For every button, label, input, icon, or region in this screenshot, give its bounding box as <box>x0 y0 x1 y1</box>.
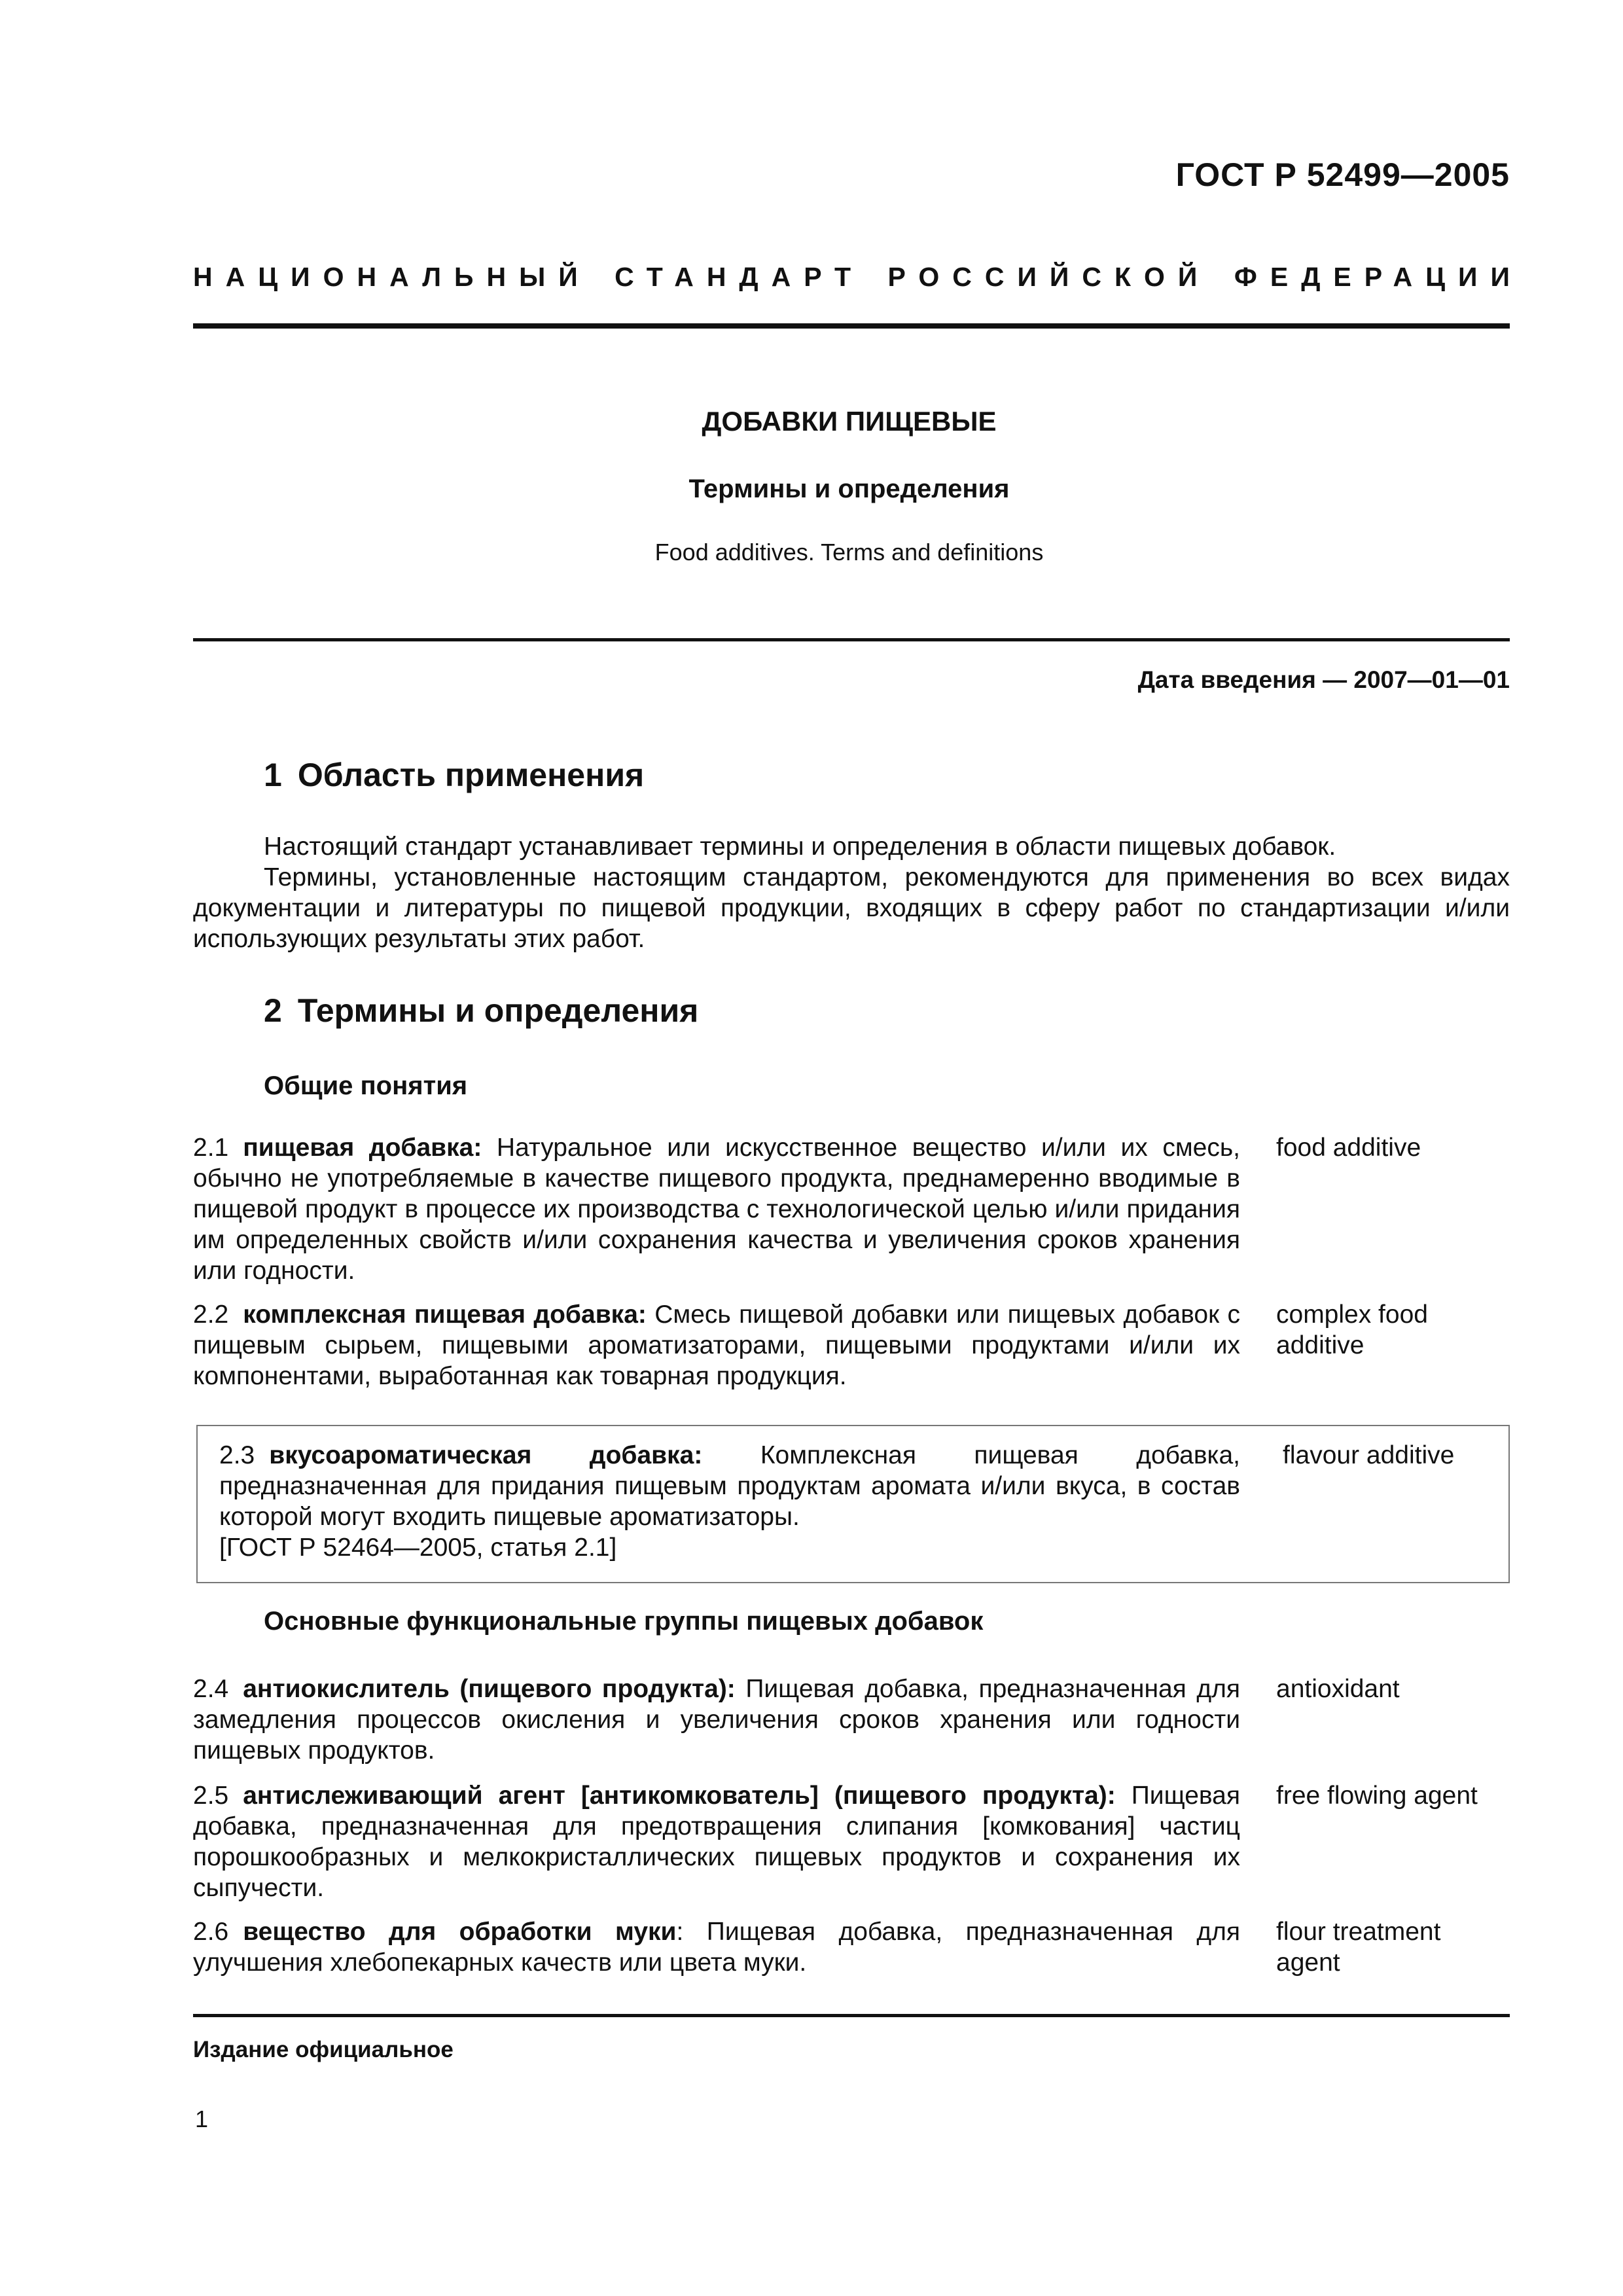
term-number: 2.3 <box>219 1441 255 1469</box>
introduction-date: Дата введения — 2007—01—01 <box>1137 666 1510 693</box>
page-number: 1 <box>195 2106 209 2132</box>
official-edition-label: Издание официальное <box>193 2037 454 2062</box>
term-name: антислеживающий агент [антикомкователь] (пищевого продукта): <box>243 1782 1116 1810</box>
national-standard-word: РОССИЙСКОЙ <box>887 262 1211 292</box>
term-english: antioxidant <box>1276 1675 1400 1703</box>
national-standard-word: НАЦИОНАЛЬНЫЙ <box>193 262 591 292</box>
footer-divider <box>193 2014 1510 2017</box>
section-heading <box>264 992 698 1030</box>
term-definition-text: Комплексная пищевая добавка, предназначенная для придания пищевым продуктам аромата и/или вкуса, в состав которой могут входить пищевые ароматизаторы. <box>219 1441 1240 1531</box>
term-definition-text: Смесь пищевой добавки или пищевых добавок с пищевым сырьем, пищевыми ароматизаторами, пищевыми продуктами и/или их компонентами, выработанная как товарная продукция. <box>193 1300 1241 1390</box>
term-name: вещество для обработки муки <box>243 1918 677 1946</box>
term-english: flour treatment agent <box>1276 1918 1441 1977</box>
term-english: flavour additive <box>1283 1441 1455 1469</box>
term-number: 2.5 <box>193 1782 229 1810</box>
term-definition <box>219 1440 1240 1563</box>
term-name: пищевая добавка: <box>243 1134 482 1162</box>
term-definition <box>193 1674 1240 1766</box>
term-definition <box>193 1780 1240 1903</box>
national-standard-heading <box>193 262 1523 293</box>
national-standard-word: СТАНДАРТ <box>615 262 865 292</box>
term-number: 2.1 <box>193 1134 229 1162</box>
header-divider <box>193 323 1510 329</box>
term-definition-text: Натуральное или искусственное вещество и/или их смесь, обычно не употребляемые в качестве пищевого продукта, преднамеренно вводимые в пищевой продукт в процессе их производства с технологической целью и/или придания им определенных свойств и/или сохранения качества и увеличения сроков хранения или годности. <box>193 1134 1240 1285</box>
scope-text-2: Термины, установленные настоящим стандартом, рекомендуются для применения во всех видах документации и литературы по пищевой продукции, входящих в сферу работ по стандартизации и/или использующих результаты этих работ. <box>193 863 1510 953</box>
term-reference: [ГОСТ Р 52464—2005, статья 2.1] <box>219 1534 617 1562</box>
scope-paragraph <box>193 831 1510 862</box>
title-divider <box>193 638 1510 641</box>
section-number: 1 <box>264 757 282 793</box>
term-definition <box>193 1299 1240 1391</box>
subsection-heading: Общие понятия <box>264 1071 468 1100</box>
section-title: Термины и определения <box>297 992 699 1029</box>
term-name: комплексная пищевая добавка: <box>243 1300 647 1329</box>
term-english: free flowing agent <box>1276 1782 1478 1810</box>
section-number: 2 <box>264 992 282 1029</box>
document-subtitle: Термины и определения <box>688 475 1010 503</box>
document-title: ДОБАВКИ ПИЩЕВЫЕ <box>702 406 997 437</box>
subsection-heading: Основные функциональные группы пищевых добавок <box>264 1607 984 1636</box>
term-name: вкусоароматическая добавка: <box>269 1441 703 1469</box>
document-english-title: Food additives. Terms and definitions <box>654 539 1044 565</box>
term-number: 2.4 <box>193 1675 229 1703</box>
section-title: Область применения <box>297 757 645 793</box>
term-number: 2.6 <box>193 1918 229 1946</box>
term-definition-text: : Пищевая добавка, предназначенная для улучшения хлебопекарных качеств или цвета муки. <box>193 1918 1240 1977</box>
term-name: антиокислитель (пищевого продукта): <box>243 1675 736 1703</box>
term-english: food additive <box>1276 1134 1421 1162</box>
scope-paragraph <box>193 862 1510 954</box>
gost-number: ГОСТ Р 52499—2005 <box>1175 156 1510 193</box>
term-definition-text: Пищевая добавка, предназначенная для предотвращения слипания [комкования] частиц порошкообразных и мелкокристаллических пищевых продуктов и сохранения их сыпучести. <box>193 1782 1240 1902</box>
national-standard-word: ФЕДЕРАЦИИ <box>1234 262 1523 292</box>
term-number: 2.2 <box>193 1300 229 1329</box>
scope-text-1: Настоящий стандарт устанавливает термины и определения в области пищевых добавок. <box>264 833 1336 861</box>
term-definition <box>193 1132 1240 1286</box>
term-definition <box>193 1916 1240 1978</box>
term-english: complex food additive <box>1276 1300 1428 1359</box>
term-definition-text: Пищевая добавка, предназначенная для замедления процессов окисления и увеличения сроков хранения или годности пищевых продуктов. <box>193 1675 1240 1765</box>
section-heading <box>264 756 644 794</box>
